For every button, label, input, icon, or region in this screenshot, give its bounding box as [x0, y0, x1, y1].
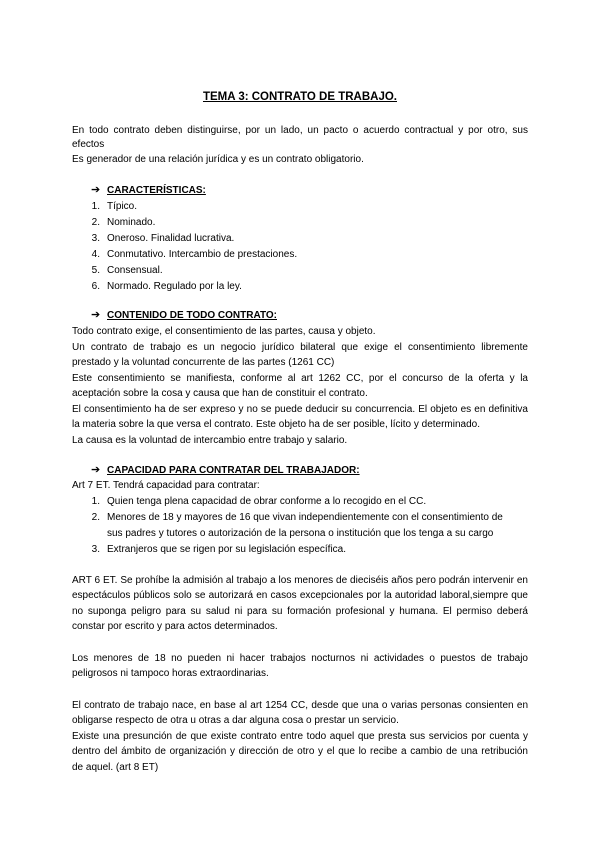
paragraph-line: El consentimiento ha de ser expreso y no se puede deducir su concurrencia. El objeto es en definitiva: [72, 404, 528, 415]
paragraph-line: Un contrato de trabajo es un negocio jurídico bilateral que exige el consentimiento libremente: [72, 342, 528, 353]
paragraph-line: Existe una presunción de que existe contrato entre todo aquel que presta sus servicios por cuenta y: [72, 731, 528, 742]
section-heading-caracteristicas: CARACTERÍSTICAS:: [107, 185, 206, 196]
list-number: 1.: [91, 496, 100, 507]
intro-line: Es generador de una relación jurídica y es un contrato obligatorio.: [72, 154, 364, 165]
list-number: 2.: [91, 217, 100, 228]
paragraph-line: Los menores de 18 no pueden ni hacer trabajos nocturnos ni actividades o puestos de trabajo: [72, 653, 528, 664]
list-number: 3.: [91, 233, 100, 244]
page-title: TEMA 3: CONTRATO DE TRABAJO.: [202, 91, 397, 103]
paragraph-line: El contrato de trabajo nace, en base al art 1254 CC, desde que una o varias personas consienten en: [72, 700, 528, 711]
list-number: 2.: [91, 512, 100, 523]
paragraph-line: ART 6 ET. Se prohíbe la admisión al trabajo a los menores de dieciséis años pero podrán intervenir en: [72, 575, 528, 586]
paragraph-line: Todo contrato exige, el consentimiento de las partes, causa y objeto.: [72, 326, 376, 337]
paragraph-line: de aquel. (art 8 ET): [72, 762, 159, 773]
paragraph-line: obligarse respecto de otra u otras a dar alguna cosa o prestar un servicio.: [72, 715, 399, 726]
paragraph-line: no suponga peligro para su salud ni para su formación profesional y humana. El permiso deberá: [72, 606, 528, 617]
paragraph-line: Este consentimiento se manifiesta, conforme al art 1262 CC, por el concurso de la oferta y la: [72, 373, 528, 384]
paragraph-line: aceptación sobre la cosa y causa que han de constituir el contrato.: [72, 388, 368, 399]
list-item: Conmutativo. Intercambio de prestaciones.: [107, 249, 298, 260]
list-item: Oneroso. Finalidad lucrativa.: [107, 233, 235, 244]
paragraph-line: la materia sobre la que versa el contrato. Este objeto ha de ser posible, lícito y determinado.: [72, 419, 481, 430]
paragraph-line: La causa es la voluntad de intercambio entre trabajo y salario.: [72, 435, 348, 446]
list-number: 3.: [91, 544, 100, 555]
arrow-icon: ➔: [91, 184, 101, 196]
list-item: Menores de 18 y mayores de 16 que vivan independientemente con el consentimiento de: [107, 512, 503, 523]
list-item: Consensual.: [107, 265, 163, 276]
paragraph-line: constar por escrito y para actos determinados.: [72, 621, 278, 632]
intro-line: efectos: [72, 139, 105, 150]
list-item: Nominado.: [107, 217, 156, 228]
paragraph-line: peligrosos ni tampoco horas extraordinarias.: [72, 668, 269, 679]
intro-line: En todo contrato deben distinguirse, por un lado, un pacto o acuerdo contractual y por otro, sus: [72, 125, 528, 136]
list-number: 1.: [91, 201, 100, 212]
arrow-icon: ➔: [91, 309, 101, 321]
list-number: 6.: [91, 281, 100, 292]
paragraph-line: espectáculos públicos solo se autorizará en casos excepcionales por la autoridad laboral,siempre que: [72, 590, 528, 601]
paragraph-line: prestado y la voluntad concurrente de las partes (1261 CC): [72, 357, 335, 368]
list-number: 5.: [91, 265, 100, 276]
list-item: Normado. Regulado por la ley.: [107, 281, 242, 292]
arrow-icon: ➔: [91, 464, 101, 476]
paragraph-line: Art 7 ET. Tendrá capacidad para contratar:: [72, 480, 260, 491]
paragraph-line: dentro del ámbito de organización y dirección de otro y el que lo recibe a cambio de una retribución: [72, 746, 528, 757]
list-item: Extranjeros que se rigen por su legislación específica.: [107, 544, 347, 555]
list-item: Típico.: [107, 201, 138, 212]
list-number: 4.: [91, 249, 100, 260]
list-item: Quien tenga plena capacidad de obrar conforme a lo recogido en el CC.: [107, 496, 427, 507]
section-heading-contenido: CONTENIDO DE TODO CONTRATO:: [107, 310, 277, 321]
section-heading-capacidad: CAPACIDAD PARA CONTRATAR DEL TRABAJADOR:: [107, 465, 360, 476]
list-item-continuation: sus padres y tutores o autorización de la persona o institución que los tenga a su cargo: [107, 528, 494, 539]
